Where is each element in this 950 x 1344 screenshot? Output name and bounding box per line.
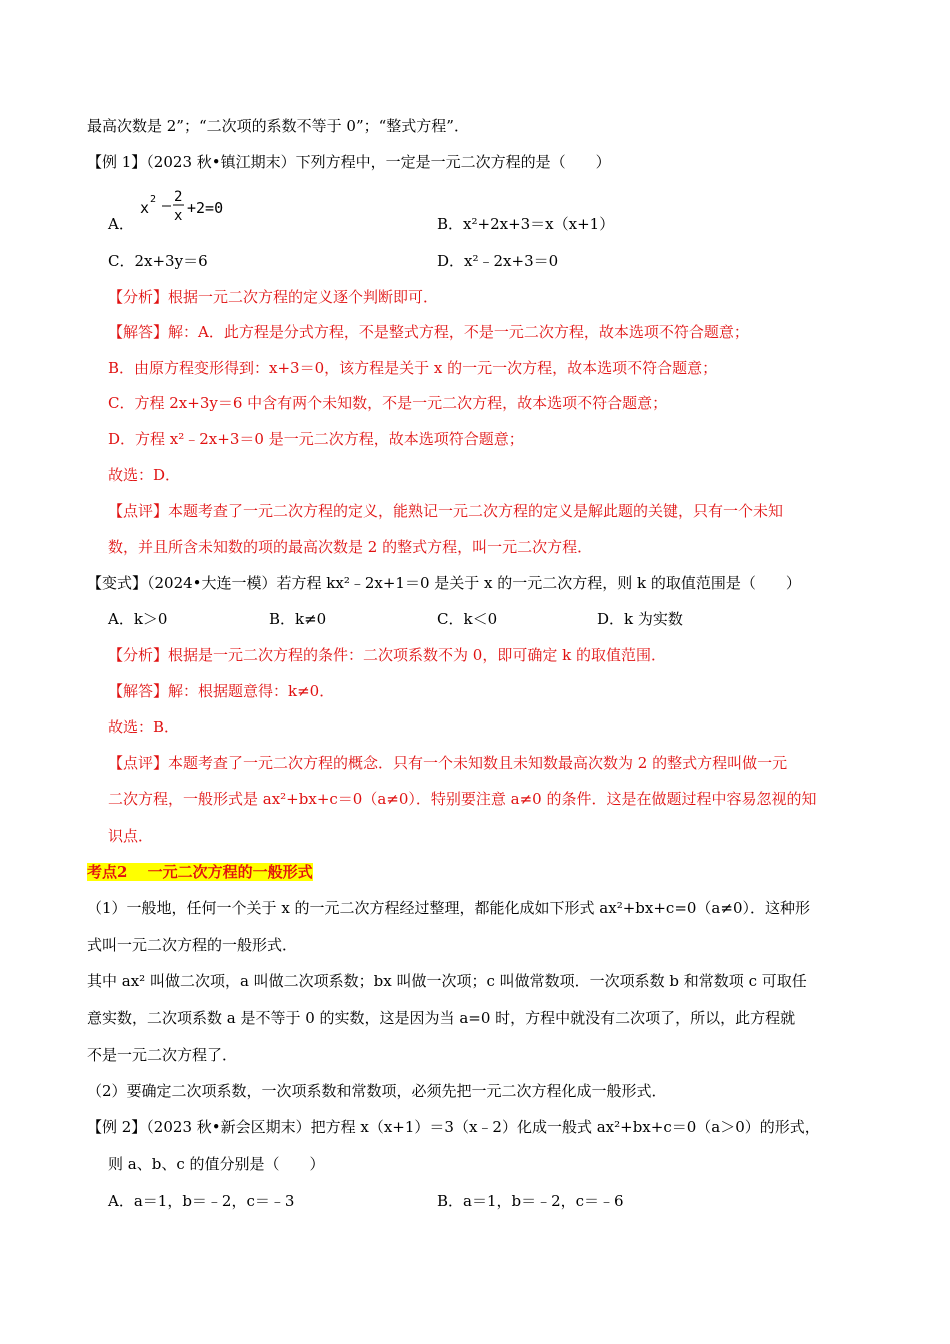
variant-option-c: C．k＜0 — [437, 610, 498, 628]
text-line: 最高次数是 2”；“二次项的系数不等于 0”；“整式方程”． — [87, 117, 469, 135]
comment-line: 数，并且所含未知数的项的最高次数是 2 的整式方程，叫一元二次方程． — [108, 538, 593, 556]
solution-line: C．方程 2x+3y＝6 中含有两个未知数，不是一元二次方程，故本选项不符合题意； — [108, 394, 668, 412]
example2-option-b: B．a＝1，b＝﹣2，c＝﹣6 — [437, 1192, 624, 1210]
section-heading-text: 考点2 一元二次方程的一般形式 — [87, 863, 313, 881]
solution-line: B．由原方程变形得到：x+3＝0，该方程是关于 x 的一元一次方程，故本选项不符合题意； — [108, 359, 718, 377]
analysis: 【分析】根据一元二次方程的定义逐个判断即可． — [108, 288, 439, 306]
svg-text:2: 2 — [150, 194, 157, 205]
svg-text:+2=0: +2=0 — [187, 199, 224, 217]
answer-choice: 故选：D． — [108, 466, 181, 484]
example2-option-a: A．a＝1，b＝﹣2，c＝﹣3 — [108, 1192, 295, 1210]
text-line: 意实数，二次项系数 a 是不等于 0 的实数，这是因为当 a=0 时，方程中就没有二次项了，所以，此方程就 — [87, 1009, 796, 1027]
variant-option-d: D．k 为实数 — [597, 610, 683, 628]
variant-comment: 【点评】本题考查了一元二次方程的概念．只有一个未知数且未知数最高次数为 2 的整式方程叫做一元 — [108, 754, 788, 772]
variant-option-b: B．k≠0 — [269, 610, 327, 628]
variant-comment-line: 识点． — [108, 827, 154, 845]
text-line: 不是一元二次方程了． — [87, 1046, 238, 1064]
option-c: C．2x+3y＝6 — [108, 252, 208, 270]
solution-line: D．方程 x²﹣2x+3＝0 是一元二次方程，故本选项符合题意； — [108, 430, 524, 448]
svg-text:x: x — [174, 208, 183, 224]
svg-text:2: 2 — [174, 189, 183, 205]
example1-question: 【例 1】（2023 秋•镇江期末）下列方程中，一定是一元二次方程的是（ ） — [87, 153, 611, 171]
text-line: （1）一般地，任何一个关于 x 的一元二次方程经过整理，都能化成如下形式 ax²+bx+c=0（a≠0）．这种形 — [87, 899, 810, 917]
variant-option-a: A．k＞0 — [108, 610, 168, 628]
example2-question: 【例 2】（2023 秋•新会区期末）把方程 x（x+1）＝3（x﹣2）化成一般式 ax²+bx+c＝0（a＞0）的形式， — [87, 1118, 820, 1136]
fraction-equation-image — [138, 183, 238, 227]
text-line: 其中 ax² 叫做二次项，a 叫做二次项系数；bx 叫做一次项；c 叫做常数项．一次项系数 b 和常数项 c 可取任 — [87, 972, 807, 990]
example2-question-line: 则 a、b、c 的值分别是（ ） — [108, 1155, 325, 1173]
variant-analysis: 【分析】根据是一元二次方程的条件：二次项系数不为 0，即可确定 k 的取值范围． — [108, 646, 666, 664]
option-d: D．x²﹣2x+3＝0 — [437, 252, 559, 270]
variant-answer: 故选：B． — [108, 718, 180, 736]
svg-text:x: x — [140, 199, 150, 217]
variant-comment-line: 二次方程，一般形式是 ax²+bx+c＝0（a≠0）．特别要注意 a≠0 的条件．这是在做题过程中容易忽视的知 — [108, 790, 817, 808]
solution: 【解答】解：A．此方程是分式方程，不是整式方程，不是一元二次方程，故本选项不符合题意； — [108, 323, 749, 341]
option-b: B．x²+2x+3＝x（x+1） — [437, 215, 615, 233]
option-a-label: A． — [108, 215, 134, 233]
comment: 【点评】本题考查了一元二次方程的定义，能熟记一元二次方程的定义是解此题的关键，只有一个未知 — [108, 502, 784, 520]
text-line: （2）要确定二次项系数，一次项系数和常数项，必须先把一元二次方程化成一般形式． — [87, 1082, 667, 1100]
variant-question: 【变式】（2024•大连一模）若方程 kx²﹣2x+1＝0 是关于 x 的一元二次方程，则 k 的取值范围是（ ） — [87, 574, 801, 592]
section-heading — [87, 862, 313, 882]
variant-solution: 【解答】解：根据题意得：k≠0． — [108, 682, 335, 700]
text-line: 式叫一元二次方程的一般形式． — [87, 936, 298, 954]
